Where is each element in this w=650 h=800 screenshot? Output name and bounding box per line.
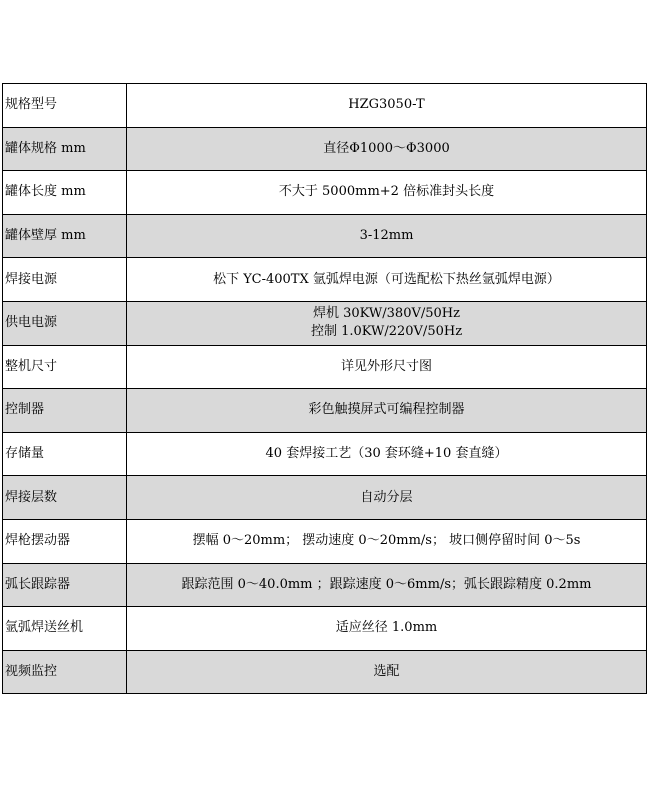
table-row xyxy=(3,563,647,607)
spec-value xyxy=(127,214,647,258)
table-row xyxy=(3,432,647,476)
table-row xyxy=(3,389,647,433)
spec-value-line: 自动分层 xyxy=(360,489,413,505)
spec-label: 规格型号 xyxy=(3,84,127,128)
spec-value-line: 彩色触摸屏式可编程控制器 xyxy=(308,402,465,418)
spec-value-line: 摆幅 0～20mm； 摆动速度 0～20mm/s； 坡口侧停留时间 0～5s xyxy=(192,533,581,549)
spec-label: 罐体壁厚 mm xyxy=(3,214,127,258)
spec-value-line: HZG3050-T xyxy=(348,97,425,113)
table-row xyxy=(3,84,647,128)
spec-label: 焊枪摆动器 xyxy=(3,519,127,563)
spec-value-line: 焊机 30KW/380V/50Hz xyxy=(313,306,460,322)
spec-value-line: 详见外形尺寸图 xyxy=(340,358,432,374)
spec-value-line: 直径Φ1000～Φ3000 xyxy=(323,140,450,156)
spec-value xyxy=(127,432,647,476)
spec-value xyxy=(127,301,647,345)
spec-value xyxy=(127,563,647,607)
spec-label: 存储量 xyxy=(3,432,127,476)
spec-label: 视频监控 xyxy=(3,650,127,694)
spec-label: 整机尺寸 xyxy=(3,345,127,389)
spec-value-line: 3-12mm xyxy=(359,228,414,244)
spec-value xyxy=(127,345,647,389)
spec-table xyxy=(2,83,647,694)
spec-value-line: 控制 1.0KW/220V/50Hz xyxy=(310,324,463,340)
spec-value-line: 40 套焊接工艺（30 套环缝+10 套直缝） xyxy=(265,446,508,462)
spec-value xyxy=(127,84,647,128)
spec-value xyxy=(127,476,647,520)
spec-label: 控制器 xyxy=(3,389,127,433)
spec-value xyxy=(127,258,647,302)
spec-value xyxy=(127,127,647,171)
table-row xyxy=(3,650,647,694)
spec-label: 氩弧焊送丝机 xyxy=(3,607,127,651)
spec-value-line: 松下 YC-400TX 氩弧焊电源（可选配松下热丝氩弧焊电源） xyxy=(213,271,560,287)
spec-value-line: 选配 xyxy=(373,664,400,680)
table-row xyxy=(3,258,647,302)
table-row xyxy=(3,519,647,563)
table-row xyxy=(3,476,647,520)
spec-value xyxy=(127,519,647,563)
table-row xyxy=(3,171,647,215)
spec-label: 焊接层数 xyxy=(3,476,127,520)
spec-label: 罐体长度 mm xyxy=(3,171,127,215)
spec-value xyxy=(127,607,647,651)
spec-value xyxy=(127,389,647,433)
table-row xyxy=(3,345,647,389)
spec-label: 焊接电源 xyxy=(3,258,127,302)
spec-value xyxy=(127,650,647,694)
spec-value-line: 跟踪范围 0～40.0mm ；跟踪速度 0～6mm/s；弧长跟踪精度 0.2mm xyxy=(181,576,592,592)
spec-value xyxy=(127,171,647,215)
table-row xyxy=(3,127,647,171)
spec-value-line: 适应丝径 1.0mm xyxy=(335,620,438,636)
spec-value-line: 不大于 5000mm+2 倍标准封头长度 xyxy=(278,184,495,200)
table-row xyxy=(3,214,647,258)
table-row xyxy=(3,301,647,345)
spec-label: 弧长跟踪器 xyxy=(3,563,127,607)
table-row xyxy=(3,607,647,651)
spec-label: 罐体规格 mm xyxy=(3,127,127,171)
spec-table-body xyxy=(3,84,647,694)
spec-label: 供电电源 xyxy=(3,301,127,345)
